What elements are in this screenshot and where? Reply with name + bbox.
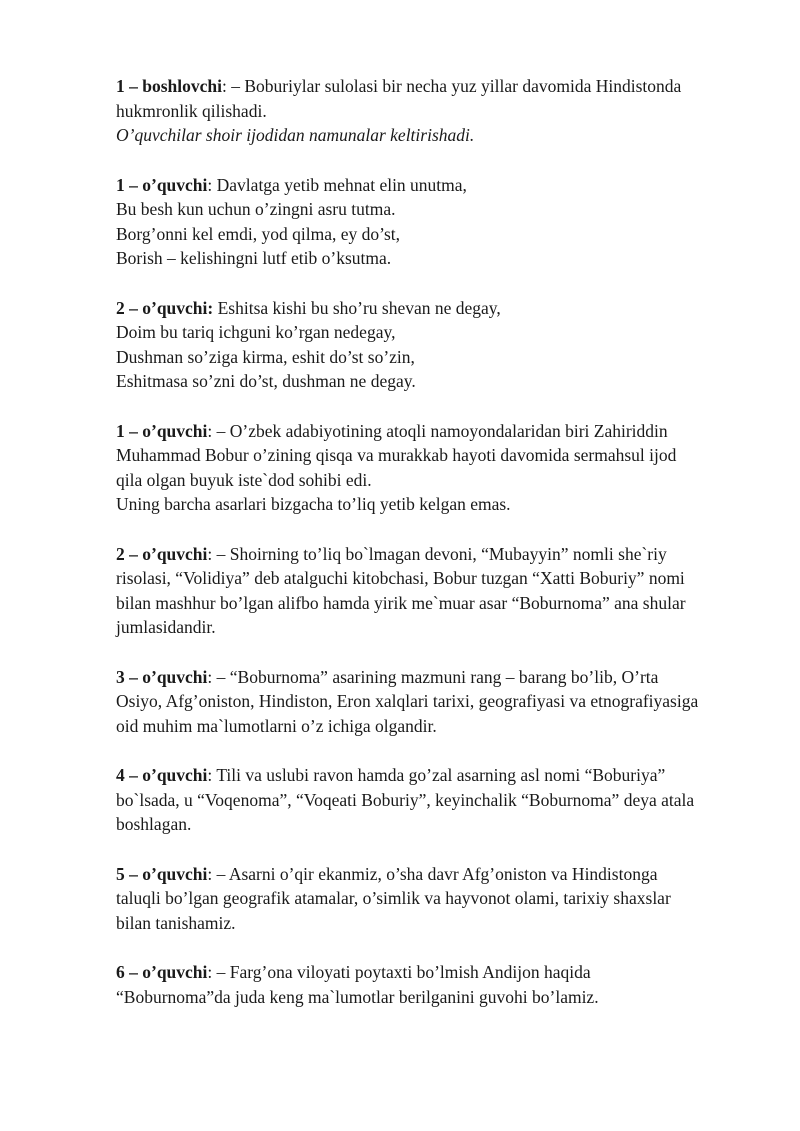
text-line: bilan mashhur bo’lgan alifbo hamda yirik me`muar asar “Boburnoma” ana shular (116, 592, 686, 613)
speaker-label: 6 – o’quvchi (116, 962, 208, 982)
speaker-separator: : – (207, 543, 230, 564)
speaker-separator: : – (222, 76, 245, 96)
line-text: “Boburnoma” asarining mazmuni rang – barang bo’lib, O’rta (229, 666, 659, 687)
text-line (116, 173, 766, 198)
paragraph-intro (116, 74, 766, 148)
text-line: taluqli bo’lgan geografik atamalar, o’simlik va hayvonot olami, tarixiy shaxslar (116, 888, 671, 908)
paragraph-reader-5 (116, 862, 766, 936)
poem-line: Bu besh kun uchun o’zingni asru tutma. (116, 199, 396, 219)
paragraph-reader-6 (116, 960, 766, 1009)
text-line: qila olgan buyuk iste`dod sohibi edi. (116, 469, 372, 490)
line-text: Eshitsa kishi bu sho’ru shevan ne degay, (217, 297, 501, 318)
speaker-label: 1 – boshlovchi (116, 76, 222, 96)
poem-line: Doim bu tariq ichguni ko’rgan nedegay, (116, 322, 396, 342)
text-line (116, 74, 766, 99)
poem-line: Dushman so’ziga kirma, eshit do’st so’zin, (116, 346, 415, 367)
paragraph-reader-2 (116, 542, 766, 640)
text-line (116, 665, 766, 690)
text-line (116, 542, 766, 567)
speaker-separator: : – (207, 863, 229, 884)
line-text: Shoirning to’liq bo`lmagan devoni, “Mubayyin” nomli she`riy (229, 543, 667, 564)
paragraph-reader-1 (116, 419, 766, 517)
speaker-label: 1 – o’quvchi (116, 420, 208, 441)
poem-stanza-1 (116, 173, 766, 271)
line-text: O’zbek adabiyotining atoqli namoyondalaridan biri Zahiriddin (229, 420, 668, 441)
stage-direction: O’quvchilar shoir ijodidan namunalar keltirishadi. (116, 125, 475, 145)
speaker-separator: : (207, 765, 217, 785)
poem-stanza-2 (116, 296, 766, 394)
document-page (116, 74, 766, 1034)
text-line: “Boburnoma”da juda keng ma`lumotlar berilganini guvohi bo’lamiz. (116, 986, 599, 1007)
text-line: Uning barcha asarlari bizgacha to’liq yetib kelgan emas. (116, 494, 511, 514)
text-line: hukmronlik qilishadi. (116, 100, 267, 121)
paragraph-reader-3 (116, 665, 766, 739)
speaker-separator: : – (207, 420, 230, 441)
text-line: Muhammad Bobur o’zining qisqa va murakkab hayoti davomida sermahsul ijod (116, 445, 677, 465)
speaker-label: 5 – o’quvchi (116, 863, 208, 884)
text-line: bilan tanishamiz. (116, 912, 236, 933)
text-line: oid muhim ma`lumotlarni o’z ichiga olgandir. (116, 715, 437, 736)
text-line (116, 862, 766, 887)
paragraph-reader-4 (116, 763, 766, 837)
speaker-label: 2 – o’quvchi (116, 543, 208, 564)
poem-line: Borish – kelishingni lutf etib o’ksutma. (116, 248, 392, 268)
text-line (116, 296, 766, 321)
speaker-separator: : – (207, 666, 230, 687)
poem-line: Eshitmasa so’zni do’st, dushman ne degay. (116, 371, 416, 391)
text-line (116, 763, 766, 788)
text-line (116, 960, 766, 985)
text-line (116, 419, 766, 444)
line-text: Farg’ona viloyati poytaxti bo’lmish Andijon haqida (229, 962, 591, 982)
speaker-label: 2 – o’quvchi: (116, 297, 214, 318)
line-text: Boburiylar sulolasi bir necha yuz yillar davomida Hindistonda (244, 76, 682, 96)
speaker-separator: : (207, 174, 217, 195)
line-text: Davlatga yetib mehnat elin unutma, (216, 174, 467, 195)
poem-line: Borg’onni kel emdi, yod qilma, ey do’st, (116, 223, 401, 244)
speaker-label: 1 – o’quvchi (116, 174, 208, 195)
text-line: risolasi, “Volidiya” deb atalguchi kitobchasi, Bobur tuzgan “Xatti Boburiy” nomi (116, 568, 685, 588)
text-line: Osiyo, Afg’oniston, Hindiston, Eron xalqlari tarixi, geografiyasi va etnografiyasiga (116, 691, 699, 711)
speaker-label: 4 – o’quvchi (116, 765, 208, 785)
text-line: bo`lsada, u “Voqenoma”, “Voqeati Boburiy”, keyinchalik “Boburnoma” deya atala (116, 789, 695, 810)
line-text: Tili va uslubi ravon hamda go’zal asarning asl nomi “Boburiya” (216, 765, 666, 785)
text-line: boshlagan. (116, 814, 192, 834)
line-text: Asarni o’qir ekanmiz, o’sha davr Afg’oniston va Hindistonga (228, 863, 658, 884)
speaker-separator: : – (207, 962, 230, 982)
text-line: jumlasidandir. (116, 617, 216, 637)
speaker-label: 3 – o’quvchi (116, 666, 208, 687)
